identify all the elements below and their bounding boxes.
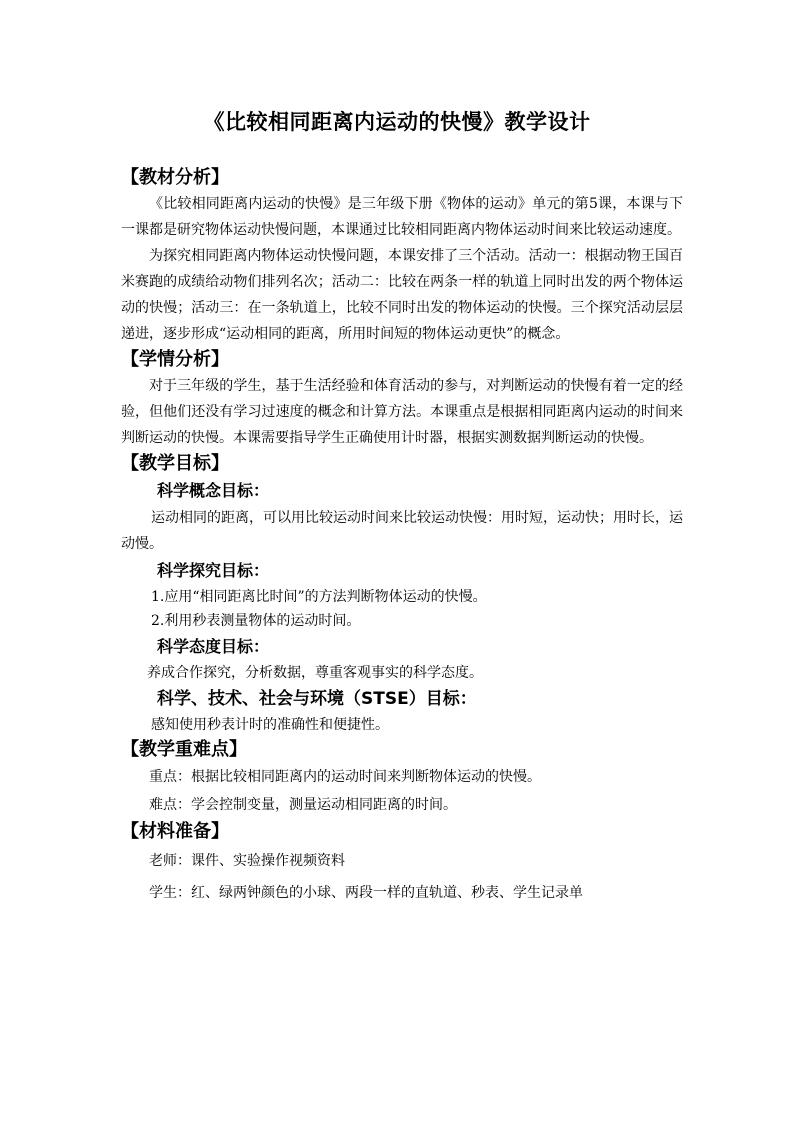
section-teaching-goals <box>121 451 683 737</box>
goal-inquiry-item-1: 1.应用“相同距离比时间”的方法判断物体运动的快慢。 <box>151 589 487 605</box>
goal-inquiry-heading: 科学探究目标： <box>157 561 270 580</box>
document-title: 《比较相同距离内运动的快慢》教学设计 <box>203 110 591 134</box>
section-textbook-analysis <box>121 165 683 347</box>
goal-inquiry-item-2: 2.利用秒表测量物体的运动时间。 <box>151 613 361 629</box>
textbook-paragraph-1: 《比较相同距离内运动的快慢》是三年级下册《物体的运动》单元的第5课，本课与下一课都是研究物体运动快慢问题，本课通过比较相同距离内物体运动时间来比较运动速度。 <box>121 196 683 238</box>
goal-attitude-text: 养成合作探究，分析数据，尊重客观事实的科学态度。 <box>147 665 483 681</box>
document-body <box>121 165 683 909</box>
goal-attitude-heading: 科学态度目标： <box>157 637 270 656</box>
students-paragraph-1: 对于三年级的学生，基于生活经验和体育活动的参与，对判断运动的快慢有着一定的经验，但他们还没有学习过速度的概念和计算方法。本课重点是根据相同距离内运动的时间来判断运动的快慢。本课需要指导学生正确使用计时器，根据实测数据判断运动的快慢。 <box>121 378 683 446</box>
goal-concept-text: 运动相同的距离，可以用比较运动时间来比较运动快慢：用时短，运动快；用时长，运动慢。 <box>121 510 683 552</box>
textbook-paragraph-2: 为探究相同距离内物体运动快慢问题，本课安排了三个活动。活动一：根据动物王国百米赛跑的成绩给动物们排列名次；活动二：比较在两条一样的轨道上同时出发的两个物体运动的快慢；活动三：在一条轨道上，比较不同时出发的物体运动的快慢。三个探究活动层层递进，逐步形成“运动相同的距离，所用时间短的物体运动更快”的概念。 <box>121 248 683 342</box>
goal-stse-text: 感知使用秒表计时的准确性和便捷性。 <box>151 717 389 733</box>
goal-concept-heading: 科学概念目标： <box>157 481 270 500</box>
materials-student: 学生：红、绿两钟颜色的小球、两段一样的直轨道、秒表、学生记录单 <box>149 885 583 901</box>
section-key-points <box>121 737 683 819</box>
goal-stse-heading: 科学、技术、社会与环境（STSE）目标： <box>157 689 477 709</box>
materials-teacher: 老师：课件、实验操作视频资料 <box>149 853 345 869</box>
section-heading-materials: 【材料准备】 <box>121 821 229 842</box>
section-heading-textbook: 【教材分析】 <box>121 167 229 188</box>
keypoint-focus: 重点：根据比较相同距离内的运动时间来判断物体运动的快慢。 <box>149 769 541 785</box>
section-heading-keypoints: 【教学重难点】 <box>121 739 247 760</box>
section-materials <box>121 819 683 909</box>
section-student-analysis <box>121 347 683 451</box>
section-heading-goals: 【教学目标】 <box>121 453 229 474</box>
section-heading-students: 【学情分析】 <box>121 349 229 370</box>
keypoint-difficulty: 难点：学会控制变量，测量运动相同距离的时间。 <box>149 797 457 813</box>
